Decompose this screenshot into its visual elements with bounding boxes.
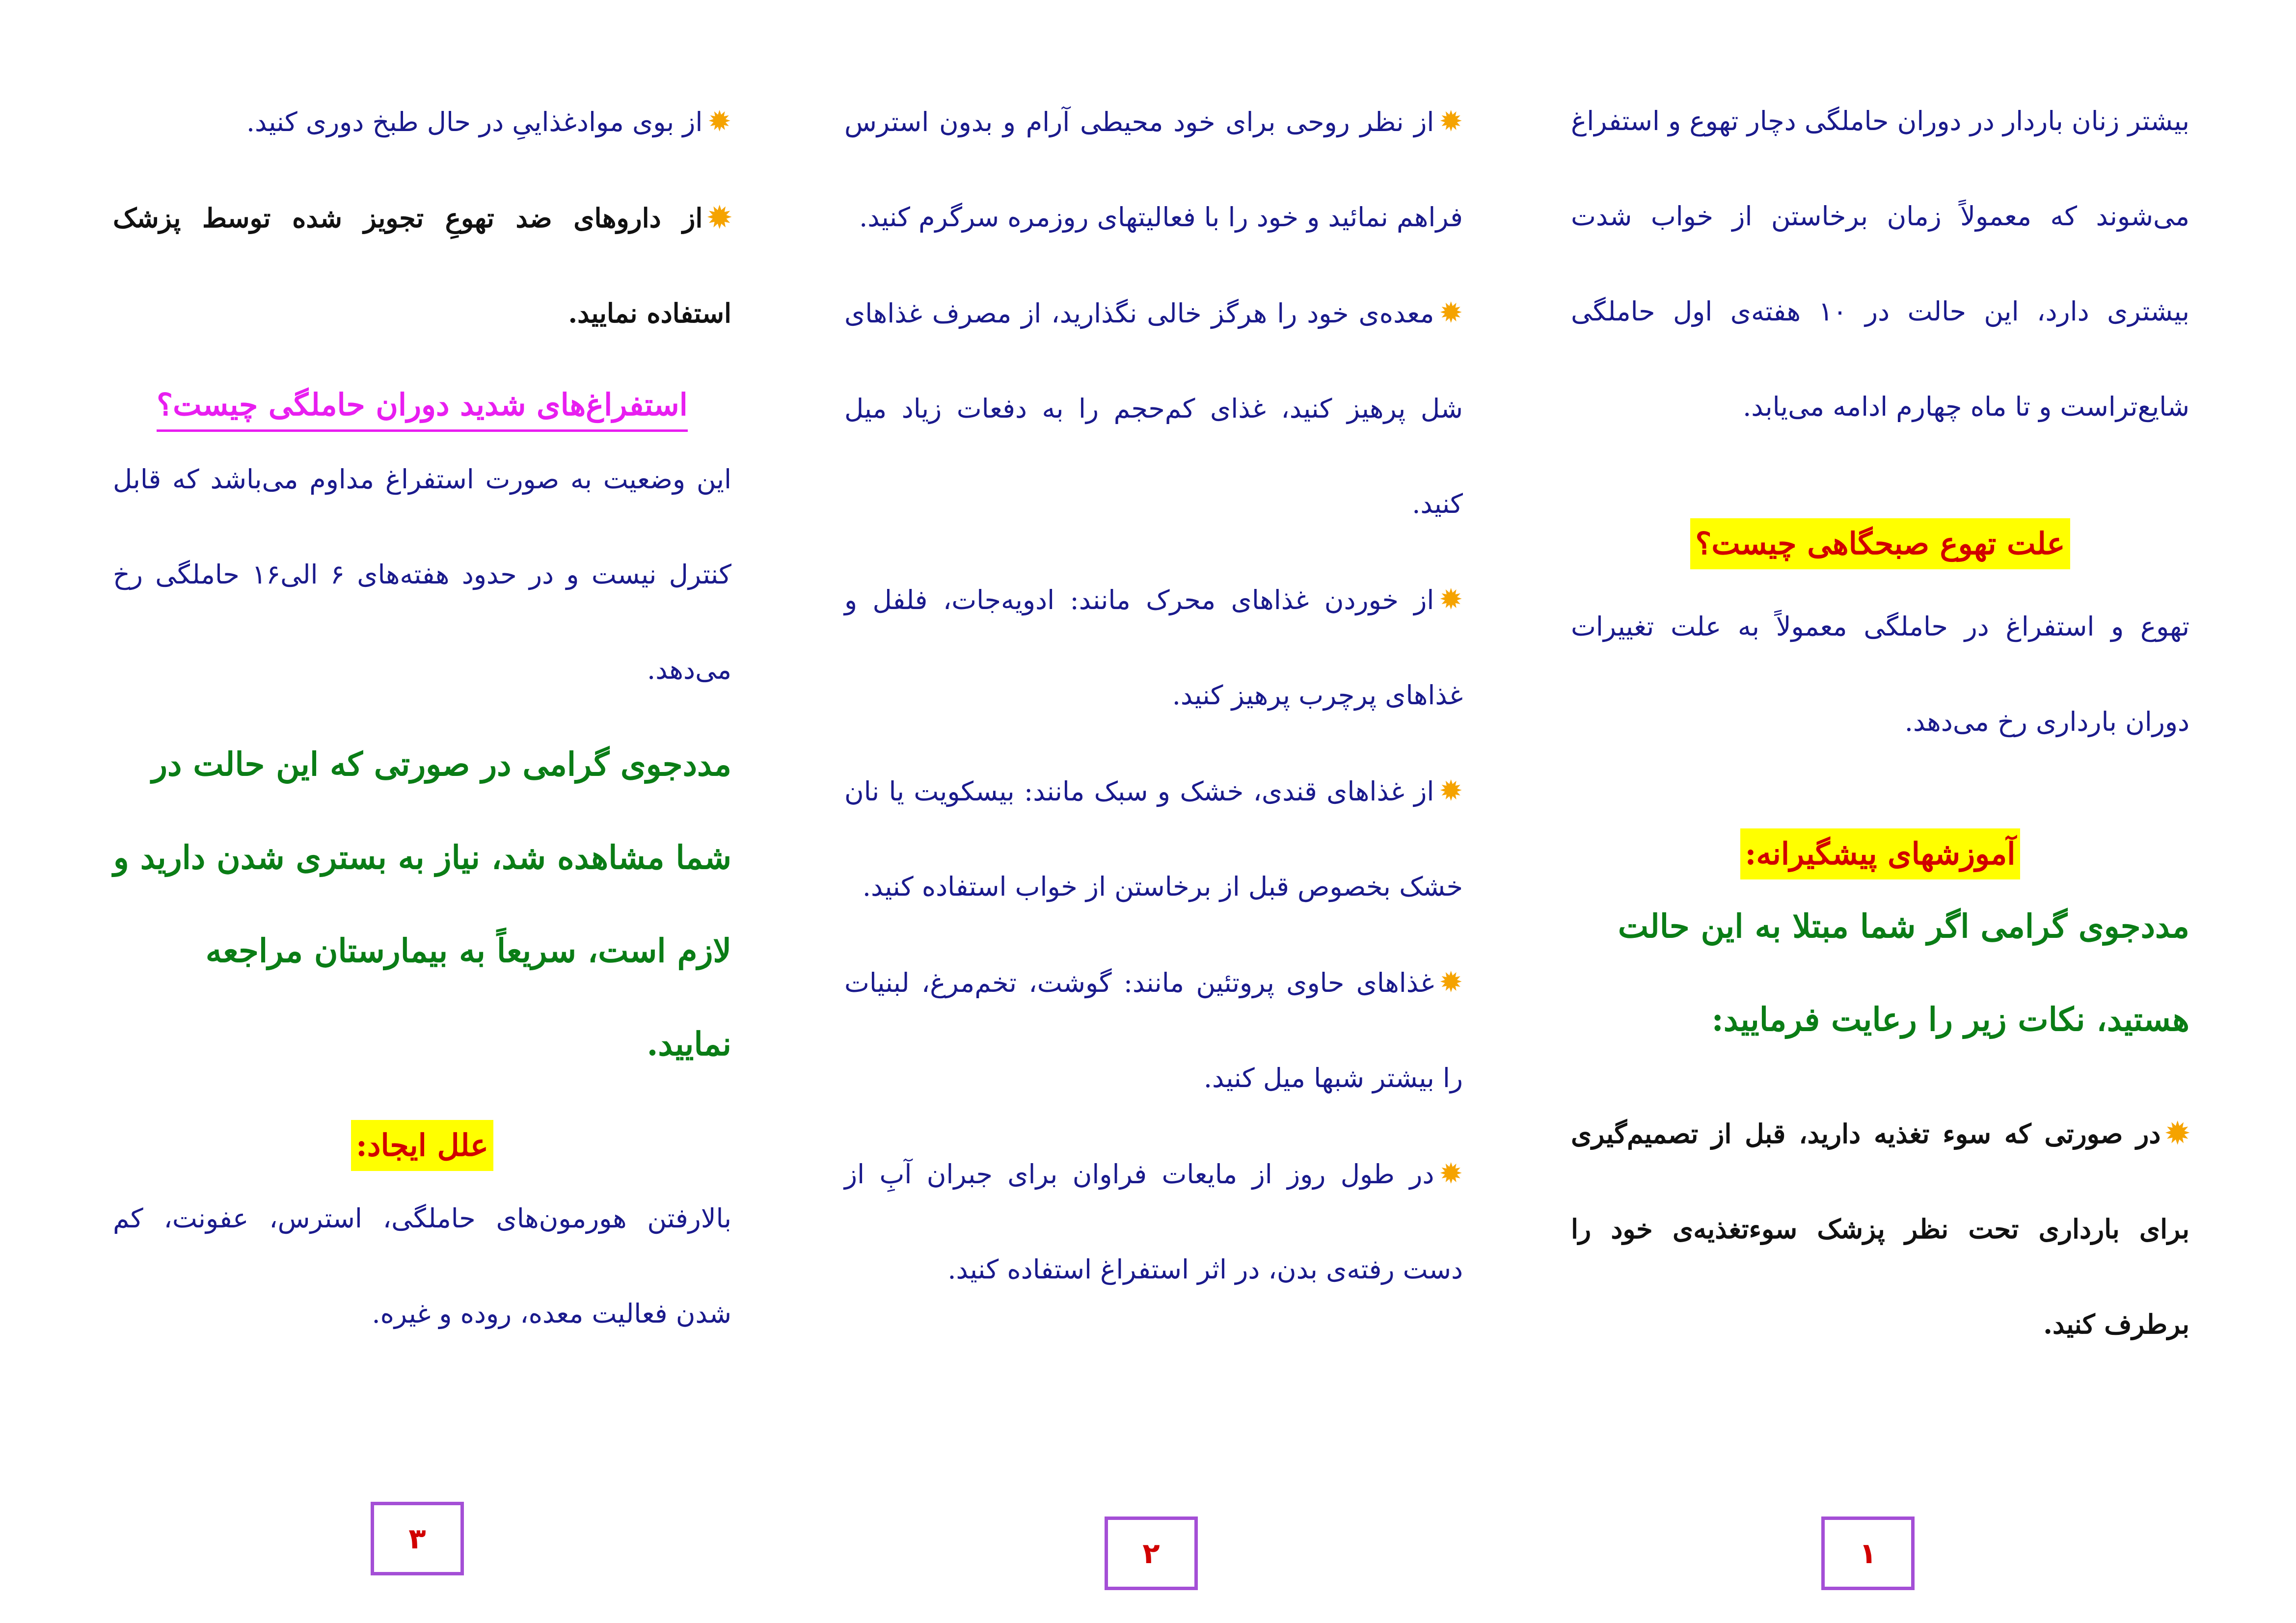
- page-number-box-2: ۲: [1105, 1517, 1198, 1590]
- sun-star-icon: ✹: [707, 201, 731, 234]
- causes-paragraph: بالارفتن هورمون‌های حاملگی، استرس، عفونت، کم شدن فعالیت معده، روده و غیره.: [113, 1203, 731, 1329]
- column-1: [1571, 74, 2189, 1372]
- sun-star-icon: ✹: [1439, 774, 1463, 807]
- bullet-text: در طول روز از مایعات فراوان برای جبران آبِ از دست رفته‌ی بدن، در اثر استفراغ استفاده کنید.: [844, 1159, 1463, 1285]
- green-note-2: مددجوی گرامی در صورتی که این حالت در شما مشاهده شد، نیاز به بستری شدن دارید و لازم است، سریعاً به بیمارستان مراجعه نمایید.: [113, 745, 731, 1063]
- edu-heading: آموزشهای پیشگیرانه:: [1740, 828, 2021, 879]
- bullet-item: [113, 170, 731, 361]
- severe-heading-wrap: [113, 380, 731, 432]
- bullet-item: [113, 74, 731, 170]
- edu-heading-wrap: [1571, 828, 2189, 879]
- cause-paragraph: تهوع و استفراغ در حاملگی معمولاً به علت تغییرات دوران بارداری رخ می‌دهد.: [1571, 611, 2189, 737]
- causes-heading: علل ایجاد:: [351, 1120, 493, 1171]
- bullet-text: از خوردن غذاهای محرک مانند: ادویه‌جات، فلفل و غذاهای پرچرب پرهیز کنید.: [844, 585, 1463, 711]
- bullet-item: [844, 1126, 1463, 1317]
- column-2: [844, 74, 1463, 1317]
- sun-star-icon: ✹: [1439, 583, 1463, 616]
- bullet-item: [1571, 1086, 2189, 1372]
- sun-star-icon: ✹: [1439, 965, 1463, 999]
- bullet-text: از بوی موادغذاییِ در حال طبخ دوری کنید.: [246, 106, 703, 137]
- intro-paragraph: بیشتر زنان باردار در دوران حاملگی دچار تهوع و استفراغ می‌شوند که معمولاً زمان برخاستن از خواب شدت بیشتری دارد، این حالت در ۱۰ هفته‌ی اول حاملگی شایع‌تراست و تا ماه چهارم ادامه می‌یابد.: [1571, 106, 2189, 422]
- sun-star-icon: ✹: [1439, 105, 1463, 138]
- severe-heading: استفراغ‌های شدید دوران حاملگی چیست؟: [157, 380, 688, 432]
- bullet-text: از داروهای ضد تهوعِ تجویز شده توسط پزشک استفاده نمایید.: [113, 202, 731, 329]
- bullet-item: [844, 934, 1463, 1126]
- column-3: [113, 74, 731, 1361]
- bullet-text: معده‌ی خود را هرگز خالی نگذارید، از مصرف غذاهای شل پرهیز کنید، غذای کم‌حجم را به دفعات زیاد میل کنید.: [844, 298, 1463, 519]
- page-number-box-3: ۳: [371, 1502, 464, 1575]
- bullet-item: [844, 74, 1463, 265]
- sun-star-icon: ✹: [707, 105, 731, 138]
- bullet-text: از نظر روحی برای خود محیطی آرام و بدون استرس فراهم نمائید و خود را با فعالیتهای روزمره سرگرم کنید.: [844, 106, 1463, 233]
- bullet-text: در صورتی که سوء تغذیه دارید، قبل از تصمیم‌گیری برای بارداری تحت نظر پزشک سوءتغذیه‌ی خود را برطرف کنید.: [1571, 1118, 2189, 1340]
- page-number-box-1: ۱: [1821, 1517, 1915, 1590]
- bullet-text: غذاهای حاوی پروتئین مانند: گوشت، تخم‌مرغ، لبنیات را بیشتر شبها میل کنید.: [844, 967, 1463, 1093]
- cause-heading-wrap: [1571, 518, 2189, 569]
- bullet-text: از غذاهای قندی، خشک و سبک مانند: بیسکویت یا نان خشک بخصوص قبل از برخاستن از خواب استفاده کنید.: [844, 776, 1463, 902]
- cause-heading: علت تهوع صبحگاهی چیست؟: [1690, 518, 2070, 569]
- sun-star-icon: ✹: [1439, 1157, 1463, 1190]
- green-note-1: مددجوی گرامی اگر شما مبتلا به این حالت هستید، نکات زیر را رعایت فرمایید:: [1618, 907, 2189, 1038]
- sun-star-icon: ✹: [2165, 1117, 2189, 1150]
- sun-star-icon: ✹: [1439, 296, 1463, 329]
- severe-paragraph: این وضعیت به صورت استفراغ مداوم می‌باشد که قابل کنترل نیست و در حدود هفته‌های ۶ الی۱۶ حاملگی رخ می‌دهد.: [113, 464, 731, 685]
- bullet-item: [844, 743, 1463, 934]
- bullet-item: [844, 552, 1463, 743]
- causes-heading-wrap: [113, 1120, 731, 1171]
- bullet-item: [844, 265, 1463, 552]
